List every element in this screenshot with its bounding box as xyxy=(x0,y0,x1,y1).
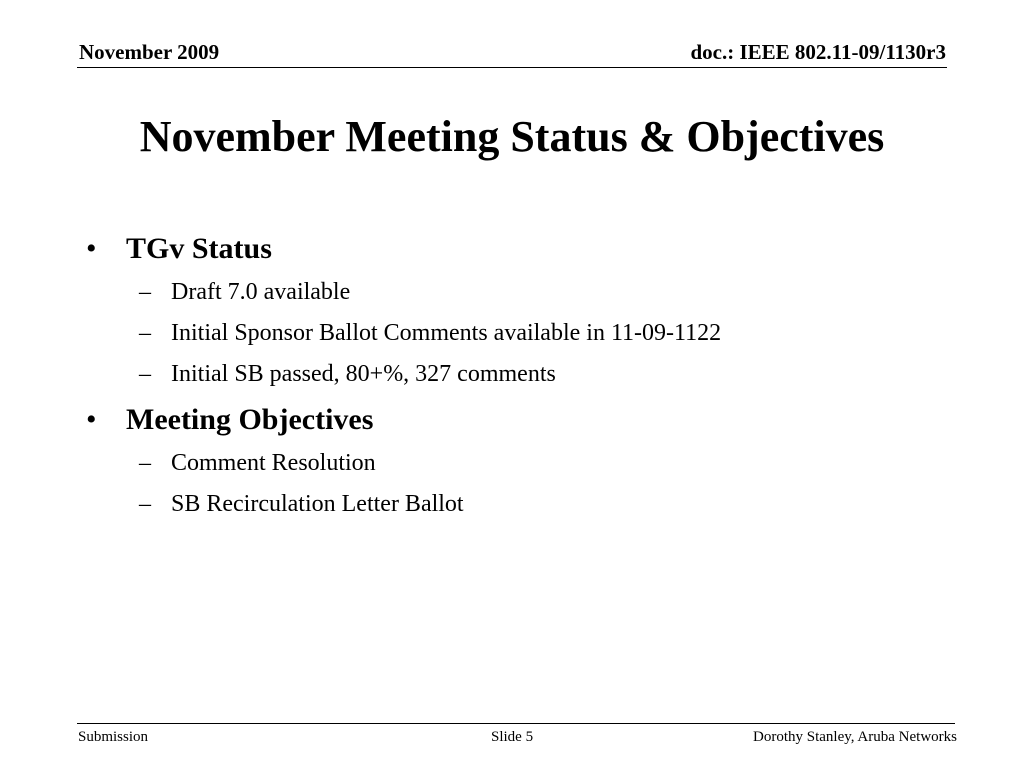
header-divider xyxy=(77,67,947,68)
footer-submission: Submission xyxy=(78,729,149,745)
sub-bullet-text: Draft 7.0 available xyxy=(171,279,351,305)
sub-bullet-text: Initial Sponsor Ballot Comments available in 11-09-1122 xyxy=(171,320,722,346)
footer-divider xyxy=(77,723,955,724)
sub-bullet-marker: – xyxy=(139,320,151,346)
footer-author: Dorothy Stanley, Aruba Networks xyxy=(753,729,957,745)
header-date: November 2009 xyxy=(79,40,220,64)
bullet-marker: • xyxy=(86,232,97,265)
slide-title: November Meeting Status & Objectives xyxy=(139,112,885,161)
sub-bullet-recirculation-ballot xyxy=(86,484,966,525)
sub-bullet-text: Initial SB passed, 80+%, 327 comments xyxy=(171,361,556,387)
sub-bullet-marker: – xyxy=(139,450,151,476)
header-document-number: doc.: IEEE 802.11-09/1130r3 xyxy=(690,40,946,64)
sub-bullet-comment-resolution xyxy=(86,443,966,484)
bullet-text: TGv Status xyxy=(126,232,272,265)
sub-bullet-draft xyxy=(86,272,966,313)
sub-bullet-text: SB Recirculation Letter Ballot xyxy=(171,491,464,517)
sub-bullet-marker: – xyxy=(139,491,151,517)
sub-bullet-sponsor-ballot-comments xyxy=(86,313,966,354)
sub-bullet-marker: – xyxy=(139,361,151,387)
sub-bullet-marker: – xyxy=(139,279,151,305)
bullet-tgv-status xyxy=(86,226,966,272)
bullet-marker: • xyxy=(86,403,97,436)
bullet-text: Meeting Objectives xyxy=(126,403,374,436)
footer-slide-number: Slide 5 xyxy=(491,729,534,745)
bullet-meeting-objectives xyxy=(86,397,966,443)
sub-bullet-sb-passed xyxy=(86,354,966,395)
slide-body xyxy=(86,226,966,525)
sub-bullet-text: Comment Resolution xyxy=(171,450,376,476)
